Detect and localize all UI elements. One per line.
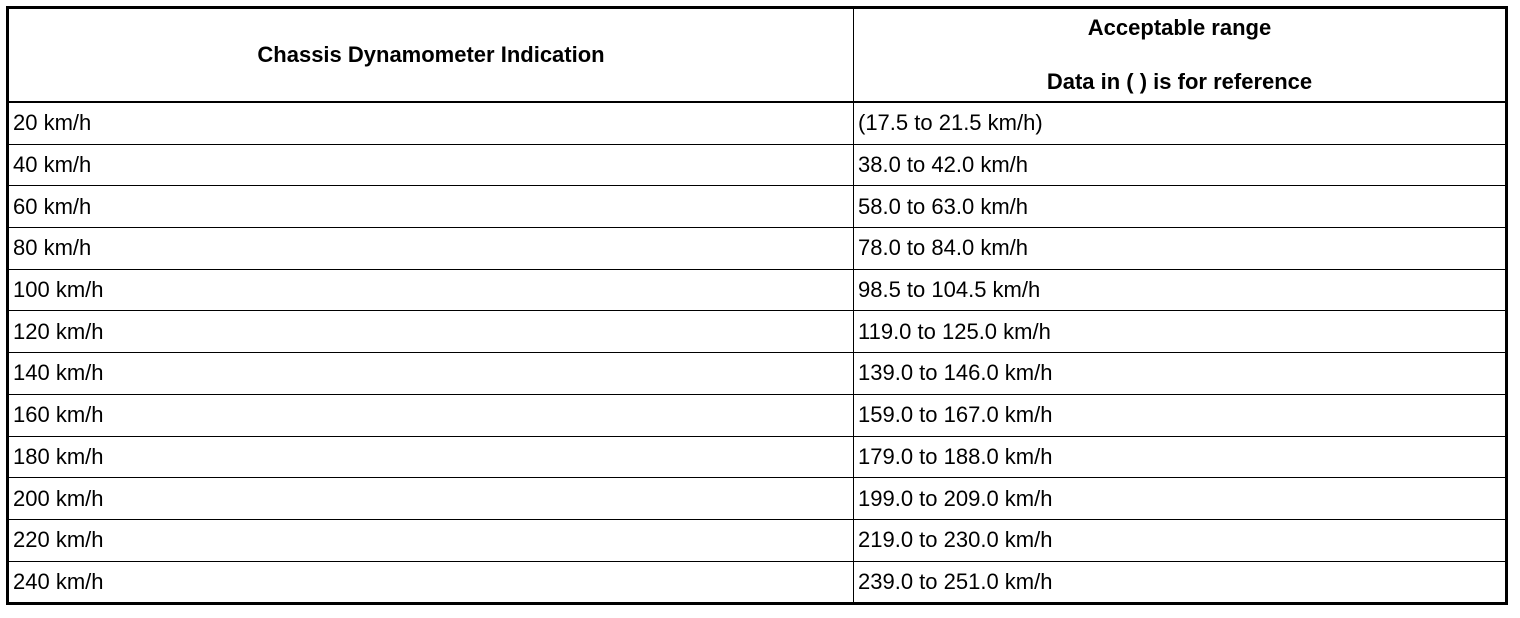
range-cell: 78.0 to 84.0 km/h (854, 228, 1507, 270)
table-row (8, 519, 1507, 561)
indication-cell: 200 km/h (8, 478, 854, 520)
table-row (8, 478, 1507, 520)
range-cell: 58.0 to 63.0 km/h (854, 186, 1507, 228)
range-cell: 119.0 to 125.0 km/h (854, 311, 1507, 353)
range-cell: (17.5 to 21.5 km/h) (854, 102, 1507, 144)
header-col2-line1: Acceptable range (1087, 15, 1272, 40)
table-row (8, 353, 1507, 395)
header-chassis-dynamometer-indication (8, 8, 854, 103)
header-col2-line2: Data in ( ) is for reference (1046, 69, 1313, 94)
table-row (8, 228, 1507, 270)
indication-cell: 60 km/h (8, 186, 854, 228)
table-row (8, 561, 1507, 604)
indication-cell: 240 km/h (8, 561, 854, 604)
indication-cell: 80 km/h (8, 228, 854, 270)
table-row (8, 436, 1507, 478)
spec-table-container (6, 6, 1508, 605)
table-row (8, 186, 1507, 228)
indication-cell: 180 km/h (8, 436, 854, 478)
header-acceptable-range (854, 8, 1507, 103)
indication-cell: 140 km/h (8, 353, 854, 395)
speedometer-spec-table (6, 6, 1508, 605)
indication-cell: 220 km/h (8, 519, 854, 561)
range-cell: 219.0 to 230.0 km/h (854, 519, 1507, 561)
table-row (8, 144, 1507, 186)
header-col1-label: Chassis Dynamometer Indication (257, 42, 605, 67)
table-row (8, 311, 1507, 353)
indication-cell: 40 km/h (8, 144, 854, 186)
range-cell: 139.0 to 146.0 km/h (854, 353, 1507, 395)
indication-cell: 100 km/h (8, 269, 854, 311)
table-row (8, 269, 1507, 311)
range-cell: 98.5 to 104.5 km/h (854, 269, 1507, 311)
table-row (8, 394, 1507, 436)
indication-cell: 160 km/h (8, 394, 854, 436)
range-cell: 38.0 to 42.0 km/h (854, 144, 1507, 186)
range-cell: 199.0 to 209.0 km/h (854, 478, 1507, 520)
indication-cell: 120 km/h (8, 311, 854, 353)
range-cell: 239.0 to 251.0 km/h (854, 561, 1507, 604)
table-row (8, 102, 1507, 144)
indication-cell: 20 km/h (8, 102, 854, 144)
table-header-row (8, 8, 1507, 103)
range-cell: 159.0 to 167.0 km/h (854, 394, 1507, 436)
range-cell: 179.0 to 188.0 km/h (854, 436, 1507, 478)
